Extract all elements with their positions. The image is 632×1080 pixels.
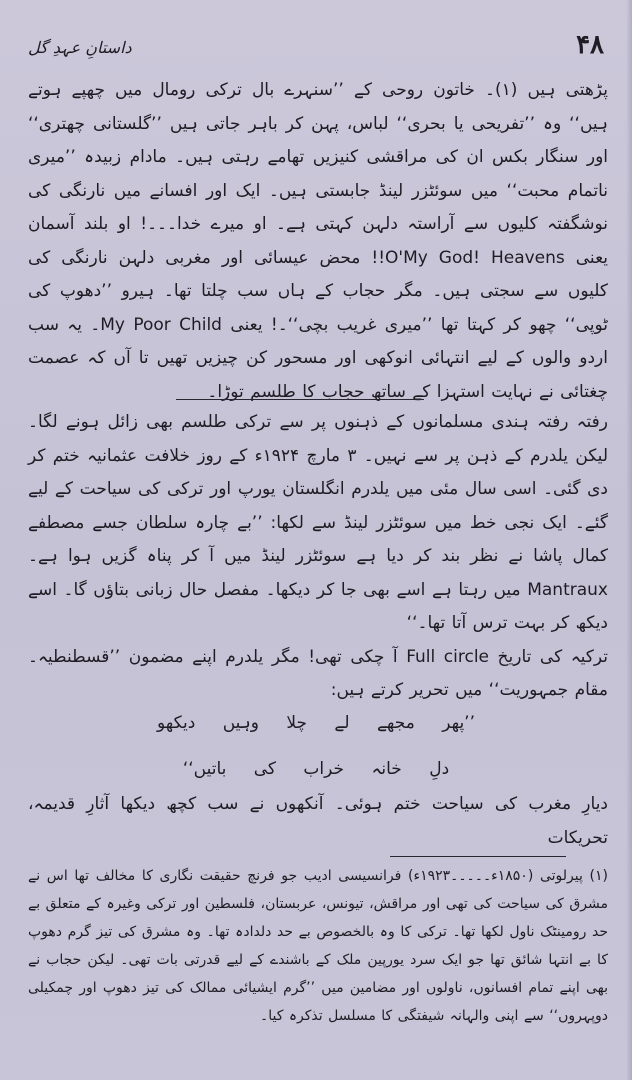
footnote-divider [390,856,566,857]
footnote-text: (۱) پیرلوتی (۱۸۵۰ء۔۔۔۔۔۱۹۲۳ء) فرانسیسی ادیب جو فرنچ حقیقت نگاری کا مخالف تھا اس نے مشرق کی سیاحت کی تھی اور مراقش، تیونس، عربستان، فلسطین اور ترکی وغیرہ کے متعلق بے حد رومینٹک ناول لکھا تھا۔ ترکی کا وہ بالخصوص بے حد دلدادہ تھا۔ وہ مشرق کی تیز گرم دھوپ کا بے انتہا شائق تھا جو ایک سرد یورپین ملک کے باشندے کے لیے قدرتی بات تھی۔ لیکن حجاب نے بھی اپنے تمام افسانوں، ناولوں اور مضامین میں ’’گرم ایشیائی ممالک کی تیز دھوپ اور چمکیلی دوپہروں‘‘ سے اپنی والہانہ شیفتگی کا مسلسل تذکرہ کیا۔ [28,868,608,1024]
paragraph: دیارِ مغرب کی سیاحت ختم ہوئی۔ آنکھوں نے سب کچھ دیکھا آثارِ قدیمہ، تحریکات [28,794,608,848]
paragraph-block-2 [28,406,608,708]
section-divider [176,399,424,400]
poem-line-1: ’’پھر مجھے لے چلا وہیں دیکھو [157,713,475,733]
page-number: ۴۸ [576,30,604,60]
paragraph-block-3 [28,788,608,855]
paragraph: پڑھتی ہیں (۱)۔ خاتون روحی کے ’’سنہرے بال ترکی رومال میں چھپے ہوتے ہیں‘‘ وہ ’’تفریحی یا بحری‘‘ لباس، پہن کر باہر جاتی ہیں ’’گلستانی چھتری‘‘ اور سنگار بکس ان کی مراقشی کنیزیں تھامے رہتی ہیں۔ مادام زبیدہ ’’میری ناتمام محبت‘‘ میں سوئٹزر لینڈ جابستی ہیں۔ ایک اور افسانے میں نارنگی کی نوشگفتہ کلیوں سے آراستہ دلہن کہتی ہے۔ او میرے خدا۔۔۔! او بلند آسمان یعنی O'My God! Heavens!! محض عیسائی اور مغربی دلہن نارنگی کی کلیوں سے سجتی ہیں۔ مگر حجاب کے ہاں سب چلتا تھا۔ ہیرو ’’دھوپ کی ٹوپی‘‘ چھو کر کہتا تھا ’’میری غریب بچی‘‘۔! یعنی My Poor Child۔ یہ سب اردو والوں کے لیے انتہائی انوکھی اور مسحور کن چیزیں تھیں تا آں کہ عصمت چغتائی نے نہایت استہزا کے ساتھ حجاب کا طلسم توڑا۔ [28,80,609,402]
poem-line-2: دلِ خانہ خراب کی باتیں‘‘ [182,759,450,779]
footnote [28,862,608,1030]
page-edge-shadow [626,0,632,1080]
page-header [28,30,608,66]
paragraph-block-1 [28,74,608,409]
paragraph: ترکیہ کی تاریخ Full circle آ چکی تھی! مگر یلدرم اپنے مضمون ’’قسطنطیہ۔ مقام جمہوریت‘‘ میں تحریر کرتے ہیں: [28,646,609,700]
paragraph: رفتہ رفتہ ہندی مسلمانوں کے ذہنوں پر سے ترکی طلسم بھی زائل ہونے لگا۔ لیکن یلدرم کے ذہن پر سے نہیں۔ ۳ مارچ ۱۹۲۴ء کے روز خلافت عثمانیہ ختم کر دی گئی۔ اسی سال مئی میں یلدرم انگلستان یورپ اور ترکی کی سیاحت کے لیے گئے۔ ایک نجی خط میں سوئٹزر لینڈ سے لکھا: ’’بے چارہ سلطان جسے مصطفے کمال پاشا نے نظر بند کر دیا ہے سوئٹزر لینڈ میں آ کر پناہ گزیں ہوا ہے۔ Mantraux میں رہتا ہے اسے بھی جا کر دیکھا۔ مفصل حال زبانی بتاؤں گا۔ اسے دیکھ کر بہت ترس آتا تھا۔‘‘ [28,412,608,633]
running-title: داستانِ عہدِ گل [28,38,132,57]
